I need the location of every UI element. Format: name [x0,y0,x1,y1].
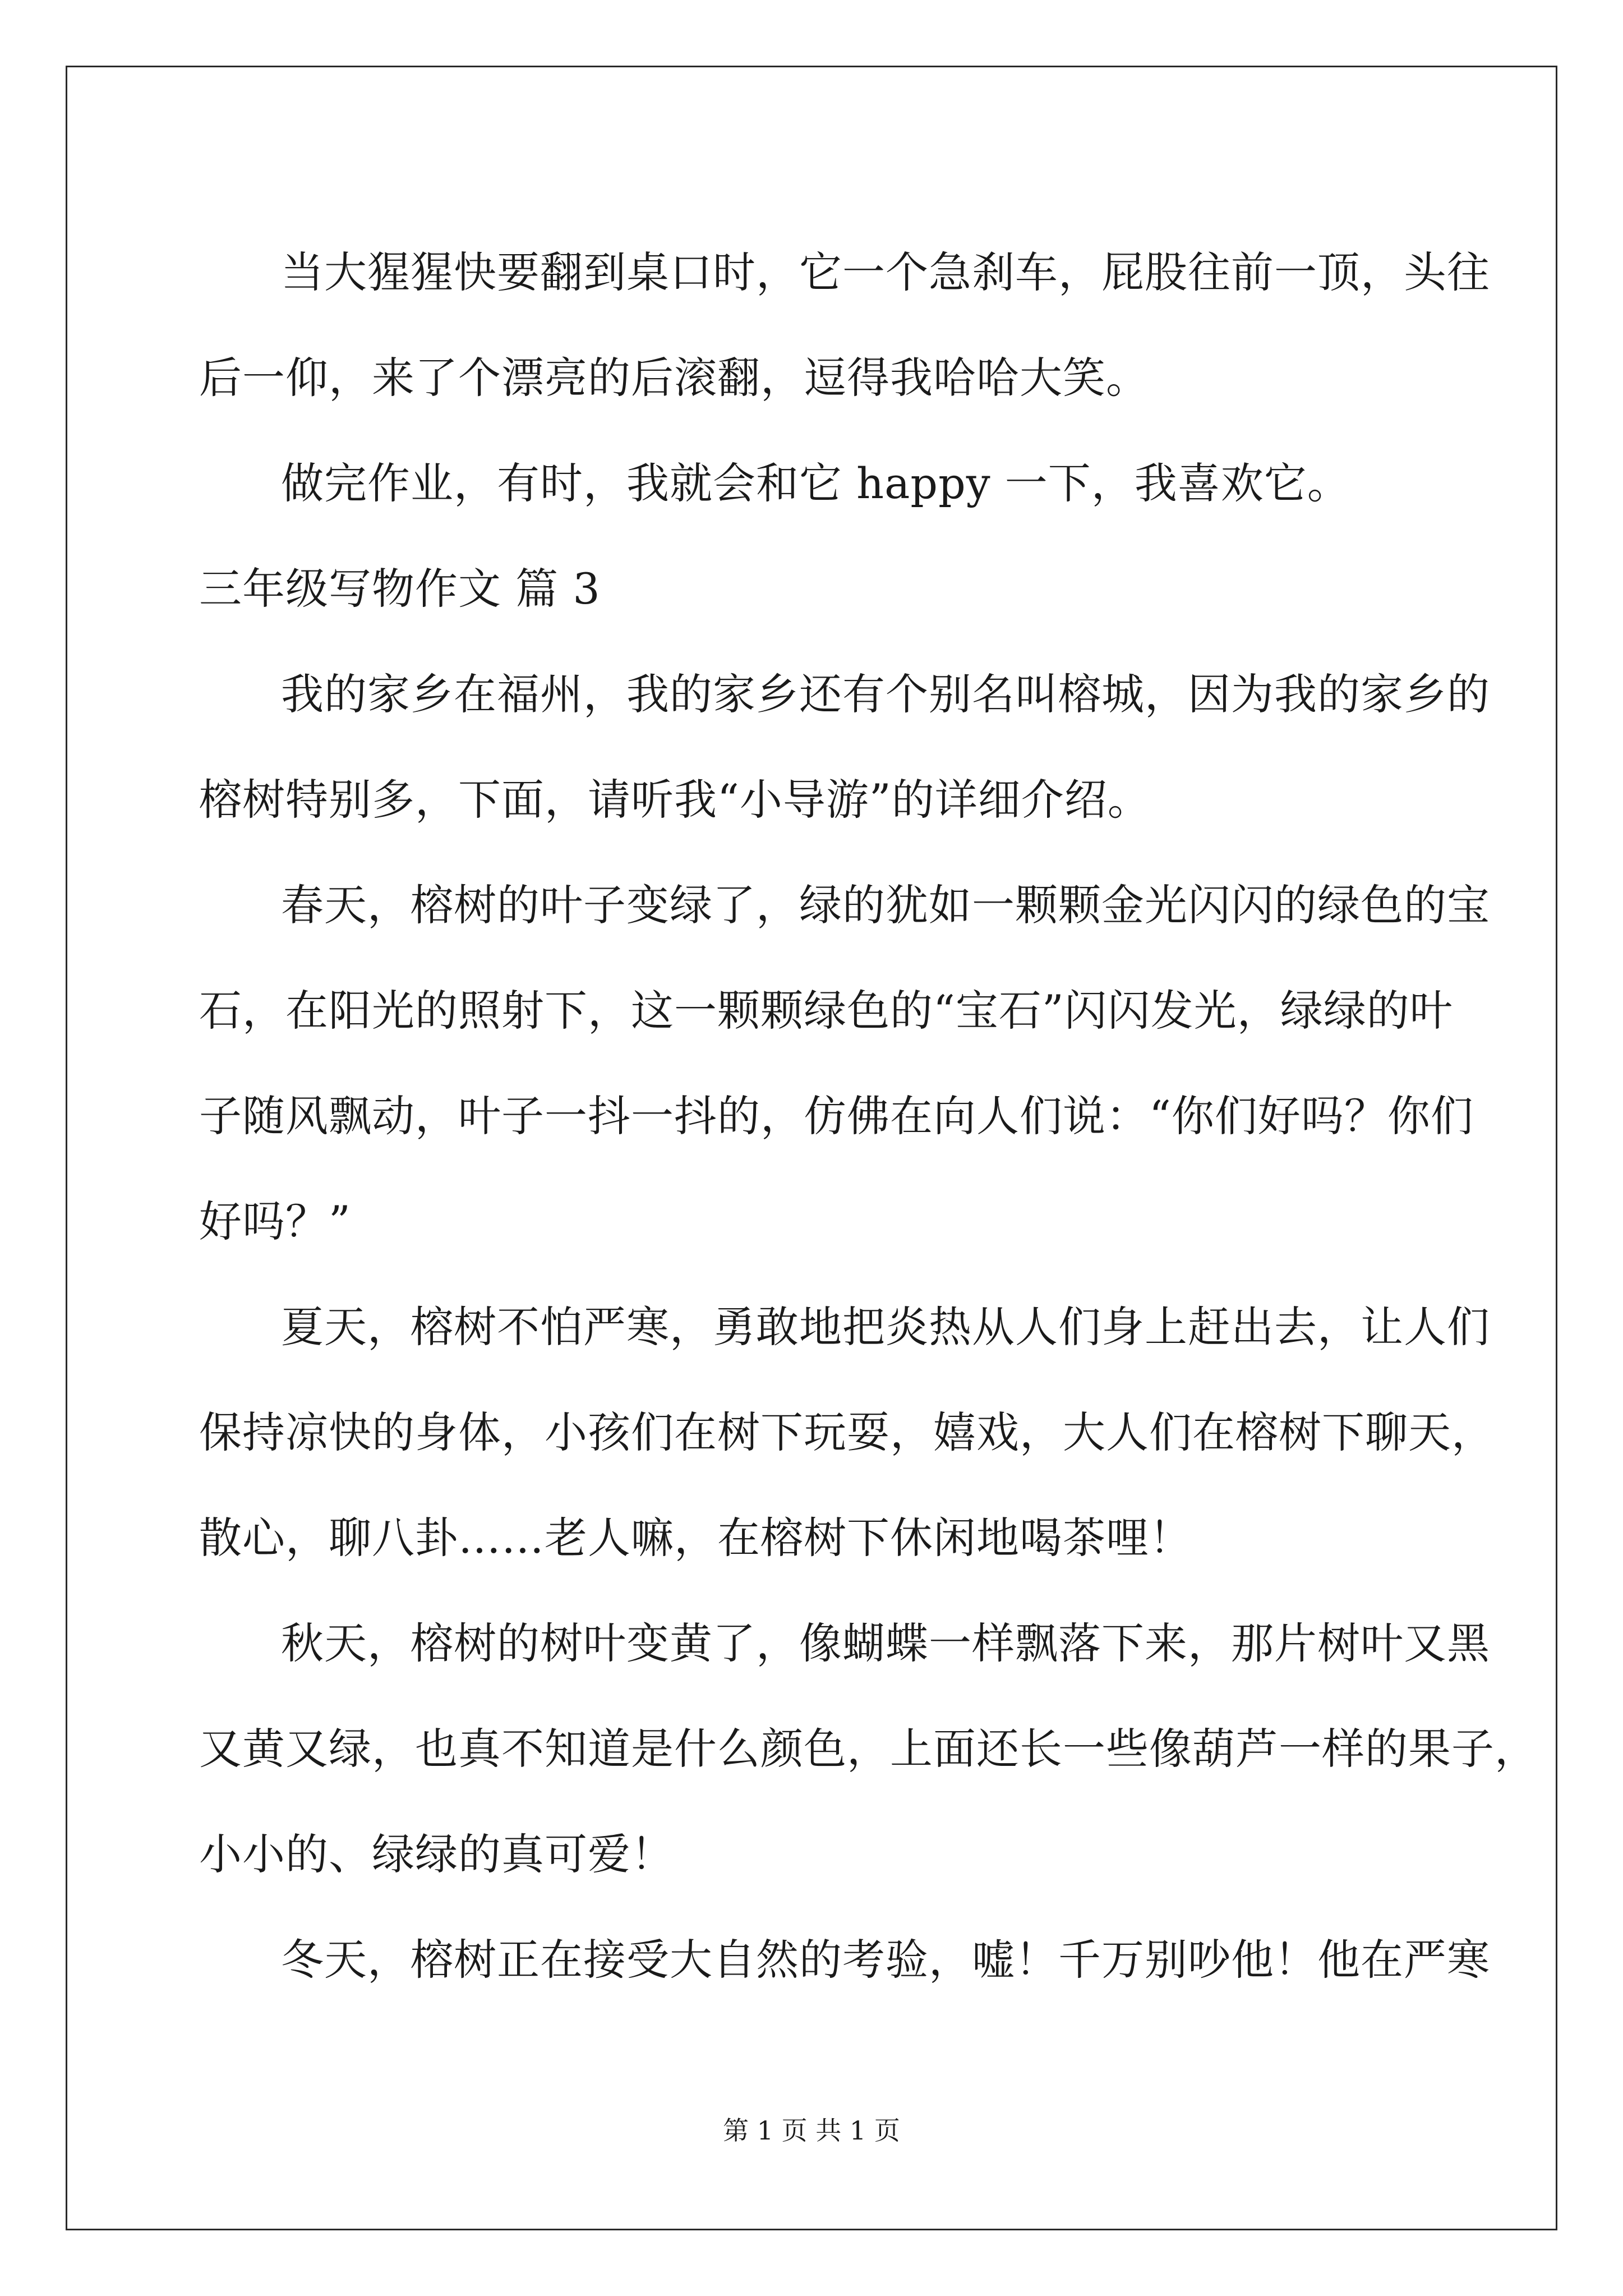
document-body [199,216,1538,2009]
text-line: 保持凉快的身体，小孩们在树下玩耍，嬉戏，大人们在榕树下聊天， [199,1407,1495,1457]
text-line: 后一仰，来了个漂亮的后滚翻，逗得我哈哈大笑。 [199,352,1149,403]
text-line: 榕树特别多，下面，请听我“小导游”的详细介绍。 [199,774,1151,825]
text-line: 夏天，榕树不怕严寒，勇敢地把炎热从人们身上赶出去，让人们 [281,1301,1490,1352]
section-heading: 三年级写物作文 篇 3 [199,563,601,614]
text-line: 做完作业，有时，我就会和它 happy 一下，我喜欢它。 [281,458,1350,508]
text-line: 散心，聊八卦……老人嘛，在榕树下休闲地喝茶哩！ [199,1512,1192,1563]
text-line: 当大猩猩快要翻到桌口时，它一个急刹车，屁股往前一顶，头往 [281,247,1490,297]
text-line: 春天，榕树的叶子变绿了，绿的犹如一颗颗金光闪闪的绿色的宝 [281,880,1490,930]
text-line: 子随风飘动，叶子一抖一抖的，仿佛在向人们说：“你们好吗？你们 [199,1091,1474,1141]
text-line: 秋天，榕树的树叶变黄了，像蝴蝶一样飘落下来，那片树叶又黑 [281,1618,1490,1668]
text-line: 又黄又绿，也真不知道是什么颜色，上面还长一些像葫芦一样的果子， [199,1723,1538,1774]
text-line: 石，在阳光的照射下，这一颗颗绿色的“宝石”闪闪发光，绿绿的叶 [199,985,1453,1036]
text-line: 小小的、绿绿的真可爱！ [199,1829,674,1879]
text-line: 好吗？” [199,1196,351,1246]
text-line: 冬天，榕树正在接受大自然的考验，嘘！千万别吵他！他在严寒 [281,1934,1490,1985]
page-number-footer: 第 1 页 共 1 页 [723,2115,900,2146]
text-line: 我的家乡在福州，我的家乡还有个别名叫榕城，因为我的家乡的 [281,669,1490,719]
